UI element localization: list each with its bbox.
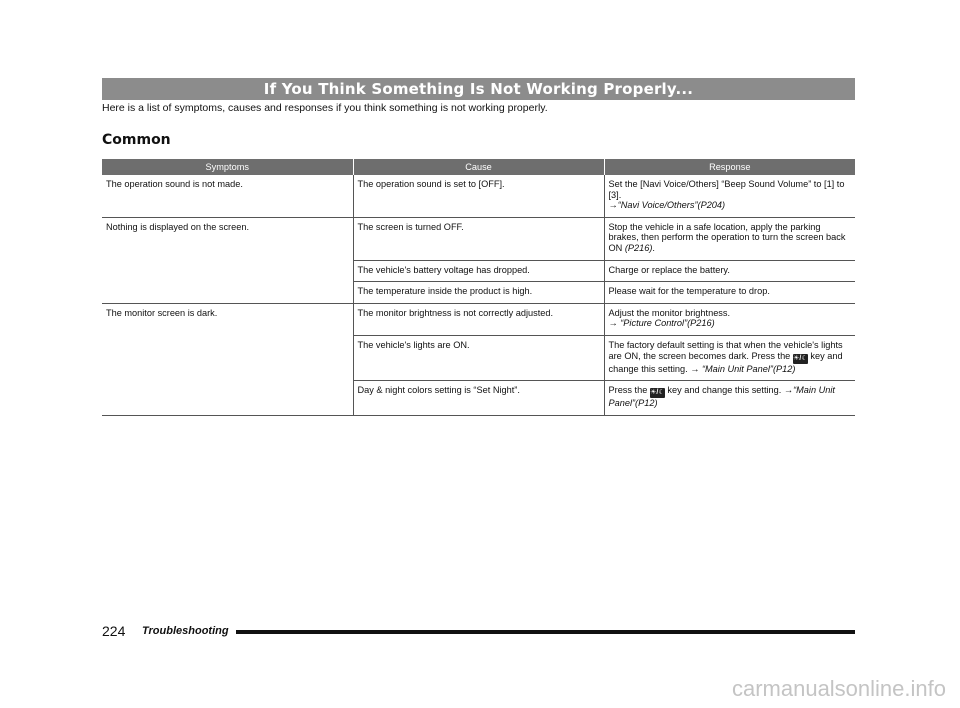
intro-text: Here is a list of symptoms, causes and responses if you think something is not working properly. — [102, 102, 548, 114]
response-cell — [604, 217, 855, 260]
table-row — [102, 303, 855, 335]
response-text: Adjust the monitor brightness. — [608, 307, 731, 318]
footer-section-title: Troubleshooting — [142, 625, 229, 637]
cause-cell: The temperature inside the product is high. — [353, 282, 604, 304]
cause-cell: The vehicle's battery voltage has dropped. — [353, 260, 604, 282]
page-reference-link[interactable]: “Main Unit Panel”(P12) — [701, 363, 796, 374]
day-night-key-icon: ☀/☾ — [793, 354, 808, 362]
response-text: Stop the vehicle in a safe location, apply the parking brakes, then perform the operation to turn the screen back ON — [608, 221, 846, 253]
page-reference-link[interactable]: “Main Unit Panel”(P12) — [608, 385, 835, 409]
page-reference-link[interactable]: →“Navi Voice/Others”(P204) — [608, 200, 726, 211]
watermark: carmanualsonline.info — [731, 676, 946, 701]
table-row — [102, 175, 855, 217]
response-cell — [604, 175, 855, 217]
response-text: key and change this setting. → — [664, 385, 794, 396]
response-cell — [604, 303, 855, 335]
cause-cell: The monitor brightness is not correctly adjusted. — [353, 303, 604, 335]
cause-cell: The operation sound is set to [OFF]. — [353, 175, 604, 217]
header-symptoms: Symptoms — [102, 159, 353, 175]
response-cell — [604, 381, 855, 416]
table-row — [102, 217, 855, 260]
response-text: Set the [Navi Voice/Others] “Beep Sound Volume” to [1] to [3]. — [608, 179, 845, 200]
response-cell — [604, 335, 855, 380]
response-cell: Charge or replace the battery. — [604, 260, 855, 282]
day-night-key-icon: ☀/☾ — [650, 389, 665, 397]
page-reference-link[interactable]: (P216) — [624, 242, 653, 253]
page-number: 224 — [102, 623, 126, 639]
cause-cell: Day & night colors setting is “Set Night”. — [353, 381, 604, 416]
table-header-row — [102, 159, 855, 175]
symptom-cell: The monitor screen is dark. — [102, 303, 353, 415]
response-text: key and change this setting. → — [608, 350, 843, 374]
troubleshooting-table — [102, 159, 855, 416]
response-tail: . — [652, 242, 655, 253]
cause-cell: The screen is turned OFF. — [353, 217, 604, 260]
symptom-cell: Nothing is displayed on the screen. — [102, 217, 353, 303]
section-title: Common — [102, 132, 171, 148]
header-cause: Cause — [353, 159, 604, 175]
symptom-cell: The operation sound is not made. — [102, 175, 353, 217]
response-text: The factory default setting is that when the vehicle's lights are ON, the screen becomes dark. Press the — [608, 339, 843, 361]
response-text: Press the — [608, 385, 650, 396]
footer-rule — [236, 630, 855, 634]
page-banner-title: If You Think Something Is Not Working Properly... — [102, 78, 855, 100]
response-cell: Please wait for the temperature to drop. — [604, 282, 855, 304]
page-reference-link[interactable]: → “Picture Control”(P216) — [608, 318, 715, 329]
cause-cell: The vehicle's lights are ON. — [353, 335, 604, 380]
header-response: Response — [604, 159, 855, 175]
